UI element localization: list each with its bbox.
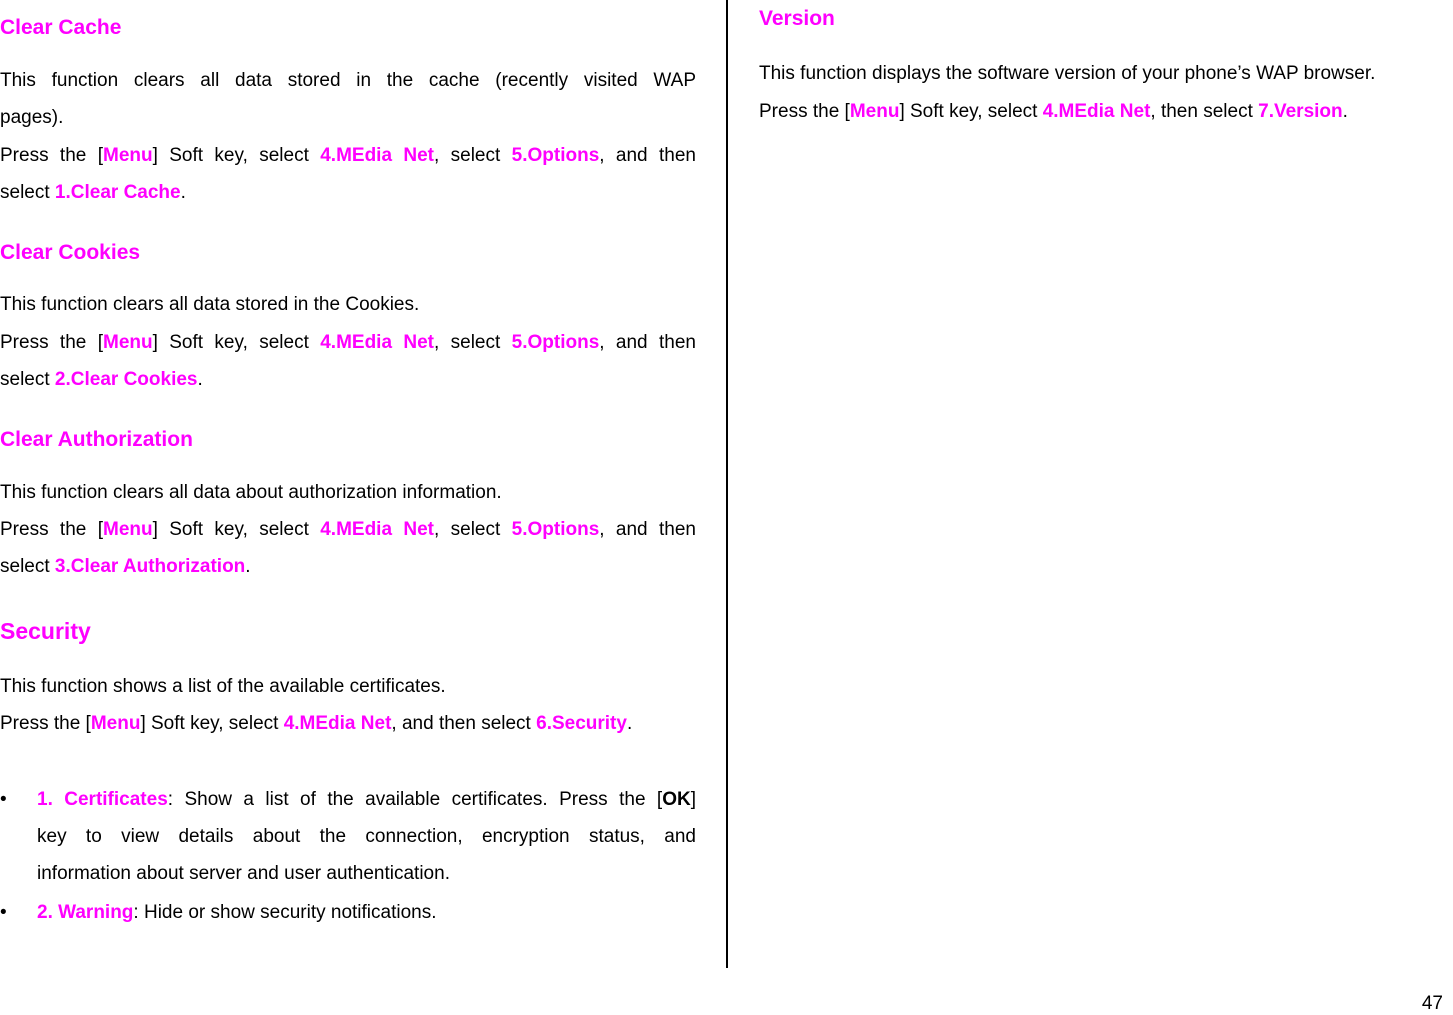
instruction-text: Press the [ — [0, 519, 103, 540]
instruction-text: , and then — [599, 145, 696, 166]
instruction-text: Press the [ — [0, 145, 103, 166]
page-number: 47 — [1421, 993, 1443, 1014]
media-net-menu-item: 4.MEdia Net — [320, 145, 434, 166]
instruction-text: , and then — [599, 519, 696, 540]
clear-cache-heading: Clear Cache — [0, 16, 122, 39]
instruction-text: ] Soft key, select — [152, 145, 321, 166]
instruction-text: . — [626, 713, 633, 734]
clear-cache-description-line-1: This function clears all data stored in the cache (recently visited WAP — [0, 70, 696, 91]
clear-authorization-heading: Clear Authorization — [0, 428, 193, 451]
instruction-text: , select — [434, 519, 512, 540]
menu-key-label: Menu — [103, 519, 153, 540]
instruction-text: . — [197, 369, 203, 390]
bullet-text: : Hide or show security notifications. — [133, 902, 437, 923]
instruction-text: ] Soft key, select — [152, 332, 321, 353]
clear-cookies-heading: Clear Cookies — [0, 241, 141, 264]
media-net-menu-item: 4.MEdia Net — [1042, 101, 1151, 122]
instruction-text: Press the [ — [0, 332, 103, 353]
instruction-text: , select — [434, 145, 512, 166]
menu-key-label: Menu — [90, 713, 141, 734]
instruction-text: select — [0, 369, 55, 390]
media-net-menu-item: 4.MEdia Net — [320, 332, 434, 353]
ok-key-label: OK — [662, 789, 691, 810]
version-menu-item: 7.Version — [1258, 101, 1343, 122]
instruction-text: select — [0, 556, 55, 577]
bullet-text: ] — [690, 789, 696, 810]
options-menu-item: 5.Options — [511, 519, 600, 540]
instruction-text: , then select — [1150, 101, 1259, 122]
options-menu-item: 5.Options — [511, 332, 600, 353]
certificates-bullet-line-1 — [37, 788, 696, 812]
clear-cookies-instruction-line-2 — [0, 368, 203, 392]
clear-authorization-menu-item: 3.Clear Authorization — [54, 556, 246, 577]
instruction-text: , select — [434, 332, 512, 353]
instruction-text: . — [1342, 101, 1348, 122]
version-instruction — [759, 100, 1348, 124]
clear-cache-instruction-line-2 — [0, 181, 186, 205]
instruction-text: ] Soft key, select — [152, 519, 321, 540]
security-menu-item: 6.Security — [536, 713, 627, 734]
clear-cache-instruction-line-1 — [0, 144, 696, 168]
warning-option-label: 2. Warning — [37, 902, 134, 923]
media-net-menu-item: 4.MEdia Net — [320, 519, 434, 540]
menu-key-label: Menu — [103, 145, 153, 166]
warning-bullet-line — [37, 901, 437, 925]
options-menu-item: 5.Options — [511, 145, 600, 166]
clear-authorization-instruction-line-2 — [0, 555, 251, 579]
certificates-bullet-line-2: key to view details about the connection, encryption status, and — [37, 826, 696, 847]
clear-cookies-instruction-line-1 — [0, 331, 696, 355]
clear-cache-description-line-2: pages). — [0, 107, 64, 128]
security-description: This function shows a list of the available certificates. — [0, 676, 446, 697]
clear-authorization-description: This function clears all data about authorization information. — [0, 482, 502, 503]
version-description: This function displays the software version of your phone’s WAP browser. — [759, 63, 1376, 84]
security-heading: Security — [0, 618, 91, 644]
instruction-text: . — [180, 182, 186, 203]
instruction-text: ] Soft key, select — [899, 101, 1043, 122]
clear-cookies-description: This function clears all data stored in the Cookies. — [0, 294, 420, 315]
version-heading: Version — [759, 7, 835, 30]
bullet-text: : Show a list of the available certificates. Press the [ — [167, 789, 663, 810]
bullet-icon: • — [0, 789, 7, 810]
certificates-option-label: 1. Certificates — [37, 789, 168, 810]
clear-cookies-menu-item: 2.Clear Cookies — [54, 369, 198, 390]
column-divider — [726, 0, 728, 968]
media-net-menu-item: 4.MEdia Net — [283, 713, 392, 734]
instruction-text: Press the [ — [759, 101, 850, 122]
instruction-text: ] Soft key, select — [140, 713, 284, 734]
instruction-text: select — [0, 182, 55, 203]
menu-key-label: Menu — [849, 101, 900, 122]
certificates-bullet-line-3: information about server and user authentication. — [37, 863, 450, 884]
bullet-icon: • — [0, 902, 7, 923]
menu-key-label: Menu — [103, 332, 153, 353]
clear-authorization-instruction-line-1 — [0, 518, 696, 542]
security-instruction — [0, 712, 632, 736]
instruction-text: Press the [ — [0, 713, 91, 734]
instruction-text: , and then select — [391, 713, 537, 734]
instruction-text: . — [245, 556, 251, 577]
clear-cache-menu-item: 1.Clear Cache — [54, 182, 181, 203]
instruction-text: , and then — [599, 332, 696, 353]
